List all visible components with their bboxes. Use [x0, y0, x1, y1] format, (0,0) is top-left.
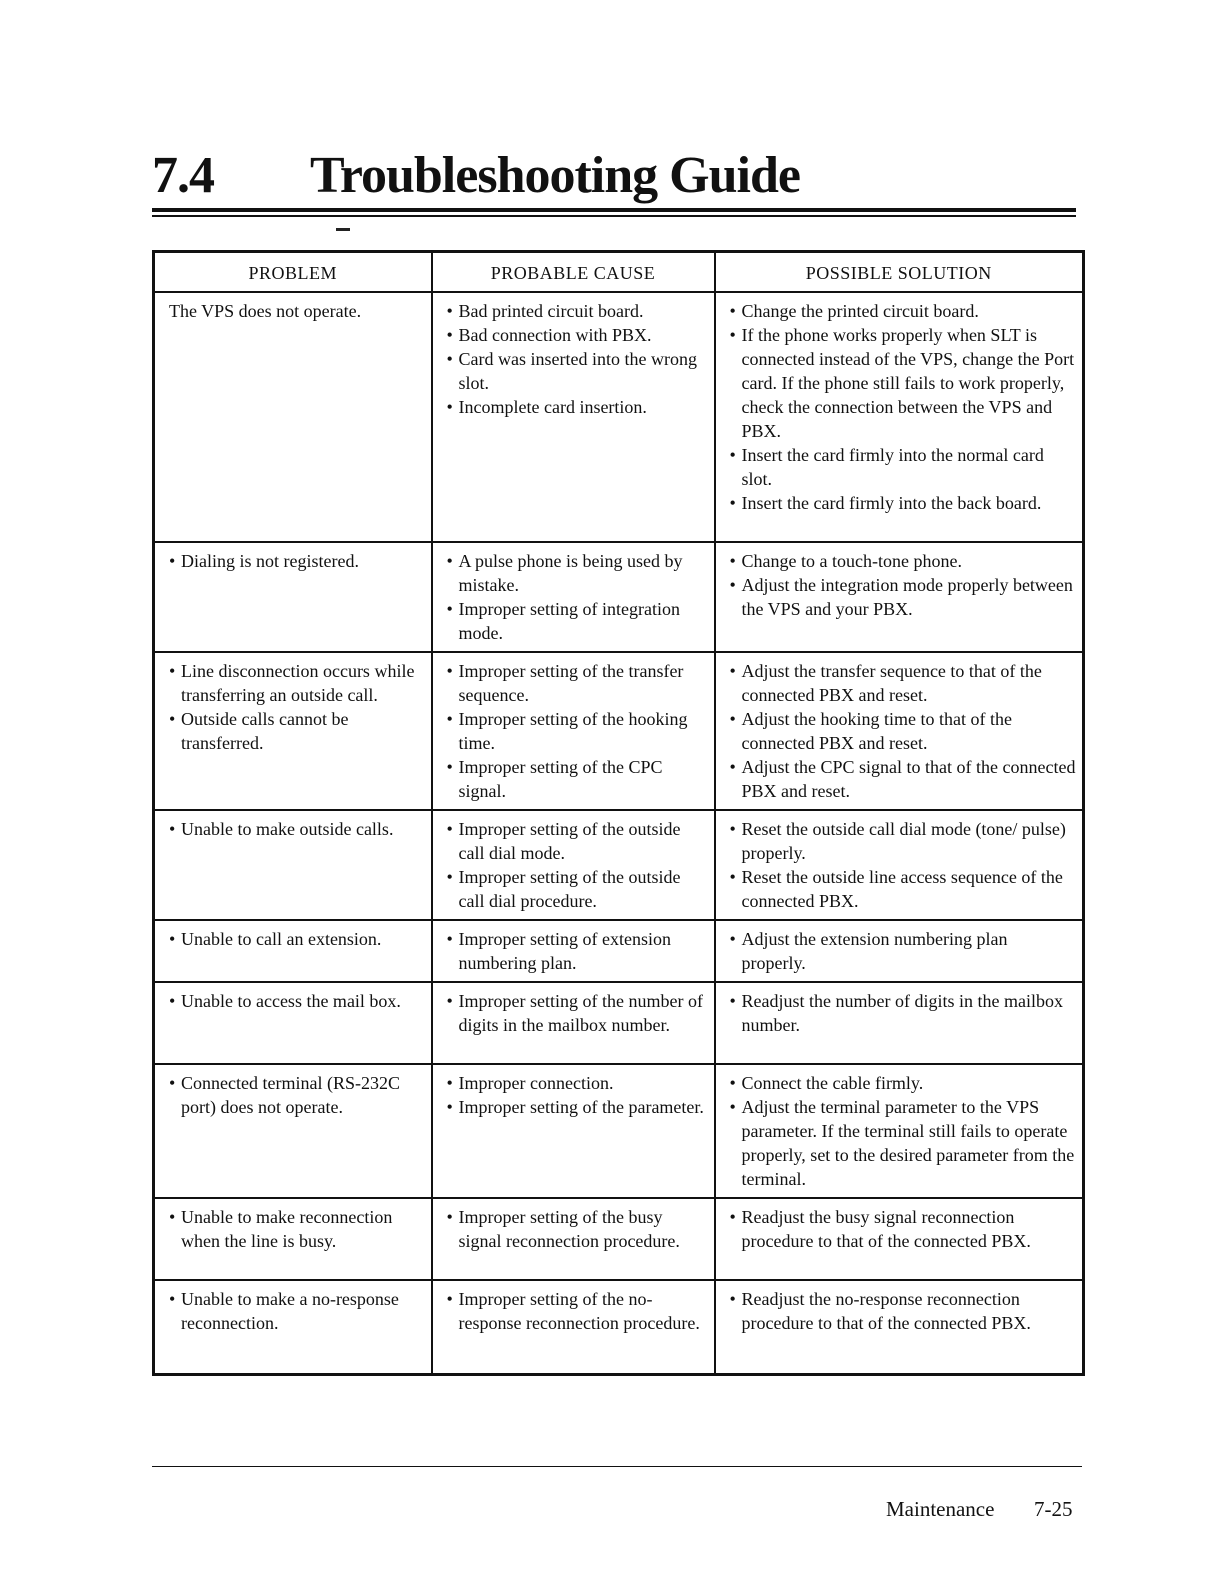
list-item: • Insert the card firmly into the back board. [730, 491, 1077, 515]
problem-cell [154, 920, 432, 982]
problem-cell-list [169, 1287, 425, 1335]
header-problem: PROBLEM [154, 252, 432, 293]
list-item: • Adjust the hooking time to that of the connected PBX and reset. [730, 707, 1077, 755]
troubleshooting-table [152, 250, 1085, 1376]
list-item: • Improper setting of the transfer sequence. [447, 659, 708, 707]
list-item: • Card was inserted into the wrong slot. [447, 347, 708, 395]
heading-rule-thin [152, 215, 1076, 217]
solution-cell [715, 920, 1084, 982]
list-item: • Line disconnection occurs while transferring an outside call. [169, 659, 425, 707]
problem-cell [154, 1280, 432, 1374]
list-item: • Improper setting of extension numbering plan. [447, 927, 708, 975]
problem-cell [154, 292, 432, 542]
footer-rule [152, 1466, 1082, 1467]
problem-cell-list [169, 989, 425, 1013]
cause-cell [432, 1064, 715, 1198]
table-row [154, 1280, 1084, 1374]
solution-cell-list [730, 989, 1077, 1037]
solution-cell [715, 1064, 1084, 1198]
list-item: • Outside calls cannot be transferred. [169, 707, 425, 755]
cause-cell-list [447, 1071, 708, 1119]
cause-cell [432, 542, 715, 652]
cause-cell-list [447, 549, 708, 645]
cause-cell [432, 1198, 715, 1280]
list-item: • Unable to make outside calls. [169, 817, 425, 841]
solution-cell [715, 542, 1084, 652]
solution-cell-list [730, 1287, 1077, 1335]
list-item: • Reset the outside call dial mode (tone/ pulse) properly. [730, 817, 1077, 865]
problem-cell-list [169, 1071, 425, 1119]
list-item: • Improper setting of the busy signal reconnection procedure. [447, 1205, 708, 1253]
cause-cell [432, 1280, 715, 1374]
problem-cell-list [169, 549, 425, 573]
list-item: • Readjust the busy signal reconnection procedure to that of the connected PBX. [730, 1205, 1077, 1253]
solution-cell-list [730, 659, 1077, 803]
solution-cell [715, 1280, 1084, 1374]
list-item: • Connected terminal (RS-232C port) does not operate. [169, 1071, 425, 1119]
list-item: • Improper setting of the no-response reconnection procedure. [447, 1287, 708, 1335]
table-row [154, 920, 1084, 982]
table-header-row [154, 252, 1084, 293]
cause-cell-list [447, 1287, 708, 1335]
cause-cell [432, 810, 715, 920]
list-item: • Change to a touch-tone phone. [730, 549, 1077, 573]
problem-cell [154, 542, 432, 652]
footer-section-name: Maintenance [886, 1497, 995, 1521]
list-item: • Insert the card firmly into the normal card slot. [730, 443, 1077, 491]
problem-cell-list [169, 659, 425, 755]
solution-cell-list [730, 817, 1077, 913]
list-item: • Improper setting of the parameter. [447, 1095, 708, 1119]
table-row [154, 652, 1084, 810]
solution-cell-list [730, 549, 1077, 621]
list-item: • Improper setting of the outside call dial mode. [447, 817, 708, 865]
problem-cell [154, 982, 432, 1064]
cause-cell-list [447, 299, 708, 419]
list-item: • Change the printed circuit board. [730, 299, 1077, 323]
problem-cell [154, 652, 432, 810]
list-item: • Connect the cable firmly. [730, 1071, 1077, 1095]
heading-rule-thick [152, 208, 1076, 212]
list-item: • Adjust the integration mode properly between the VPS and your PBX. [730, 573, 1077, 621]
solution-cell [715, 292, 1084, 542]
dash-mark [336, 228, 350, 231]
list-item: • Improper setting of integration mode. [447, 597, 708, 645]
table-body [154, 292, 1084, 1374]
section-number: 7.4 [152, 147, 214, 204]
problem-cell [154, 1064, 432, 1198]
list-item: • Unable to make reconnection when the line is busy. [169, 1205, 425, 1253]
problem-cell [154, 810, 432, 920]
solution-cell [715, 810, 1084, 920]
problem-cell-list [169, 1205, 425, 1253]
list-item: • Adjust the CPC signal to that of the connected PBX and reset. [730, 755, 1077, 803]
footer-page-number: 7-25 [1034, 1497, 1073, 1521]
section-title: Troubleshooting Guide [310, 147, 800, 204]
cause-cell-list [447, 927, 708, 975]
solution-cell-list [730, 1205, 1077, 1253]
list-item: • Adjust the extension numbering plan properly. [730, 927, 1077, 975]
cause-cell [432, 652, 715, 810]
table-row [154, 982, 1084, 1064]
cause-cell-list [447, 817, 708, 913]
problem-cell-list [169, 927, 425, 951]
list-item: • Improper connection. [447, 1071, 708, 1095]
list-item: • Incomplete card insertion. [447, 395, 708, 419]
solution-cell [715, 982, 1084, 1064]
list-item: • Unable to make a no-response reconnection. [169, 1287, 425, 1335]
cause-cell [432, 982, 715, 1064]
list-item: • Adjust the terminal parameter to the VPS parameter. If the terminal still fails to operate properly, set to the desired parameter from the terminal. [730, 1095, 1077, 1191]
header-possible-solution: POSSIBLE SOLUTION [715, 252, 1084, 293]
list-item: • Improper setting of the number of digits in the mailbox number. [447, 989, 708, 1037]
table-row [154, 1198, 1084, 1280]
cause-cell [432, 920, 715, 982]
section-heading [152, 146, 1082, 206]
list-item: • If the phone works properly when SLT is connected instead of the VPS, change the Port card. If the phone still fails to work properly, check the connection between the VPS and PBX. [730, 323, 1077, 443]
table-row [154, 542, 1084, 652]
list-item: • Unable to access the mail box. [169, 989, 425, 1013]
list-item: • Improper setting of the outside call dial procedure. [447, 865, 708, 913]
solution-cell [715, 1198, 1084, 1280]
list-item: • A pulse phone is being used by mistake. [447, 549, 708, 597]
solution-cell-list [730, 1071, 1077, 1191]
problem-cell-list [169, 817, 425, 841]
cause-cell-list [447, 659, 708, 803]
list-item: • Bad printed circuit board. [447, 299, 708, 323]
cause-cell-list [447, 1205, 708, 1253]
solution-cell [715, 652, 1084, 810]
problem-text: The VPS does not operate. [169, 301, 362, 321]
header-probable-cause: PROBABLE CAUSE [432, 252, 715, 293]
solution-cell-list [730, 299, 1077, 515]
problem-cell [154, 1198, 432, 1280]
list-item: • Adjust the transfer sequence to that of the connected PBX and reset. [730, 659, 1077, 707]
table-row [154, 292, 1084, 542]
list-item: • Bad connection with PBX. [447, 323, 708, 347]
list-item: • Improper setting of the CPC signal. [447, 755, 708, 803]
list-item: • Dialing is not registered. [169, 549, 425, 573]
cause-cell-list [447, 989, 708, 1037]
list-item: • Unable to call an extension. [169, 927, 425, 951]
solution-cell-list [730, 927, 1077, 975]
cause-cell [432, 292, 715, 542]
table-row [154, 810, 1084, 920]
list-item: • Improper setting of the hooking time. [447, 707, 708, 755]
list-item: • Readjust the number of digits in the mailbox number. [730, 989, 1077, 1037]
list-item: • Reset the outside line access sequence of the connected PBX. [730, 865, 1077, 913]
list-item: • Readjust the no-response reconnection procedure to that of the connected PBX. [730, 1287, 1077, 1335]
table-row [154, 1064, 1084, 1198]
